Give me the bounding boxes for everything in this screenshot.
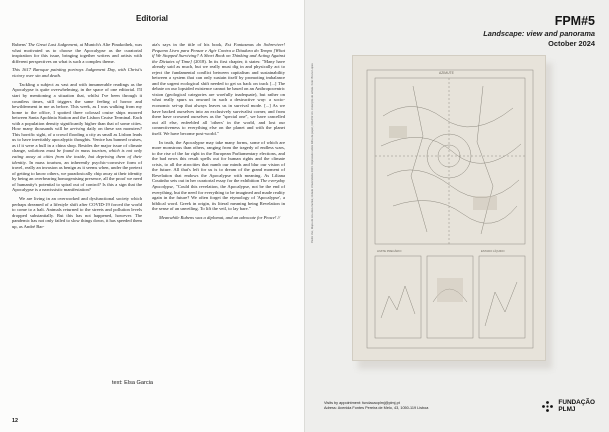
fundacao-plmj-logo	[541, 400, 595, 413]
paragraph-text: , "Could this revelation, the Apocalypse, not be the end of everything, but the need for everything to be imagined and made reality again in the future? We often forget the etymology of 'Apocalypse', a biblical word. Greek in origin, its literal meaning being Revelation in the sense of an unveiling. To lift the veil, to lay bare."	[152, 183, 285, 212]
paragraph-text: Tackling a subject as vast and with innumerable readings as the Apocalypse is quite overwhelming, in the space of one editorial. I'll start by mentioning a situation that, whilst I've been through it countless times, still triggers the same feeling of horror and bewilderment in me as before. This week, as I was walking from my home to the office, I spotted three colossal cruise ships moored between Santa Apolónia Station and the Lisbon Cruise Terminal. Each with a population density significantly higher than that of some cities. How many thousands will be	[12, 81, 142, 132]
paragraph-text: In truth, the Apocalypse may take many forms, some of which are more monstrous than others, ranging from the tragedy of endless wars, to the rise of the far right in the European Parliamentary elections, and the bad news this result spells out for human rights and the climate crisis, to all the atrocities that numb our minds and blur our vision of the future. All that's left for us is to dream of the grand moment of Revelation that endows the Apocalypse with meaning. As Liliana Coutinho sets out in her curatorial essay for the exhibition	[152, 139, 285, 184]
editorial-page	[0, 0, 304, 432]
artwork-label-right: ESTADO LÍQUIDO	[481, 249, 505, 253]
logo-line-2: PLMJ	[558, 405, 576, 413]
paragraph-text: ata's says in the title of his book,	[152, 42, 226, 47]
artwork-label-left: LIMITE PRECÁRIO	[377, 249, 402, 253]
italic-text: The everyday Apocalypse	[152, 178, 285, 189]
issue-header	[483, 14, 595, 48]
editorial-paragraph	[152, 215, 285, 221]
italic-text: The Great Last Judgement	[27, 42, 78, 47]
artwork-board	[352, 55, 546, 361]
author-credit: text: Elsa Garcia	[112, 380, 154, 386]
visits-line: Visits by appointment: fundacaoplmj@plmj.pt	[324, 401, 400, 405]
paragraph-text: (2018). In its first chapter, it states: "Many have already said as much, but we really must dig in and physically act to reject the fundamental conflict between capitalism and sustainability between a system that can only sustain itself by promoting imbalance and the urgent ecological shift needed to get us back on track [...] The debate on our lopsided existence cannot be based on an Anthropocentric vision (geological categories are woefully inadequate), but rather on what really spurs us onward in such a destructive way: a socio-economic set-up that always leaves us in survival mode. [...] As we have backed ourselves into an exclusively survivalist corner, and from there have crowned ourselves as the "special one", we have cancelled out all else, enfeebled all 'others' in the world, and lost our connectiveness to everything else on the planet and with the planet itself. We have become post-world."	[152, 58, 285, 136]
visit-info	[324, 401, 428, 411]
editorial-paragraph	[12, 196, 142, 229]
artwork-label-top: AZIMUTE	[439, 71, 454, 75]
paragraph-text: We are living in an overworked and dysfunctional society which perhaps dreamed of a lifestyle shift after COVID-19 forced the world to come to a halt. Animals returned to the streets and pollution levels dropped substantially. But this has not happened, however. The pandemic has not only failed to slow things down, it has speeded them up, as André Bar-	[12, 196, 142, 229]
italic-text: Meanwhile Rubens was a diplomat, and an advocate for Peace! //	[159, 215, 281, 220]
paragraph-text: Rubens'	[12, 42, 28, 47]
editorial-paragraph	[12, 82, 142, 193]
italic-text: solutions must be found to mass tourism, which is not only eating away at cities from the inside, but depriving them of their identity	[12, 148, 142, 165]
issue-date: October 2024	[548, 39, 595, 48]
page-title: Editorial	[135, 14, 168, 23]
address-line: Adress: Avenida Fontes Pereira de Melo, 43, 1050-119 Lisboa	[324, 406, 429, 411]
editorial-column-2	[152, 42, 285, 224]
paragraph-text: . In mass tourism, an inherently psychic-corrosive form of travel, really an invasion as benign as it seems when, under the pretext of getting to know others, we paradoxically chip away at their identity by being an overbearing homogenising presence, all the proof we need of humanity's potential to spiral out of control? Is this a sign that the Apocalypse is a narcissistic manifestation?	[12, 159, 142, 193]
artwork-image	[352, 55, 550, 365]
italic-text: This 1617 Baroque painting portrays Judgement Day, with Christ's victory over sin and death.	[12, 67, 142, 79]
issue-subtitle: Landscape: view and panorama	[483, 29, 595, 38]
italic-text: arriving	[70, 126, 86, 132]
paragraph-text: , at Munich's Alte Pinakothek, was what motivated us to choose the Apocalypse as the curatorial inspiration for this issue, bringing together writers and artists with different perspectives on what is such a complex theme.	[12, 42, 142, 64]
editorial-paragraph	[12, 42, 142, 64]
editorial-column-1	[12, 42, 142, 233]
artwork-drawing	[353, 56, 546, 361]
page-number: 12	[12, 418, 18, 424]
artwork-caption: Pedro Vaz, Mapa do céu-documental, Cidade Universitária 2024. Impressão sobre folha de papel, 110x152 cm. Colecção do artista. Foto: Bruno Lopes	[311, 63, 314, 243]
issue-number: FPM#5	[554, 14, 595, 28]
editorial-paragraph	[12, 67, 142, 78]
editorial-paragraph	[152, 42, 285, 136]
logo-text	[558, 400, 595, 413]
logo-mark-icon	[541, 400, 554, 413]
editorial-paragraph	[152, 140, 285, 212]
italic-text: Est Fantasmas do Sobreviver! Pequeno Livro para Pensar e Agir Contra a Ditadura do Tempo [What if We Stopped Surviving? A Short Book on Thinking and Acting Against the Dictates of Time]	[152, 42, 285, 64]
paragraph-text: daily on these sea monsters? This horrific sight, of a crowd flooding a city as small as Lisbon leads us to have inevitably apocalyptic thoughts. Venice has banned cruises, as if it were a bull in a china shop. Besides the major issue of climate change,	[12, 126, 142, 154]
logo-line-1: FUNDAÇÃO	[558, 399, 595, 406]
